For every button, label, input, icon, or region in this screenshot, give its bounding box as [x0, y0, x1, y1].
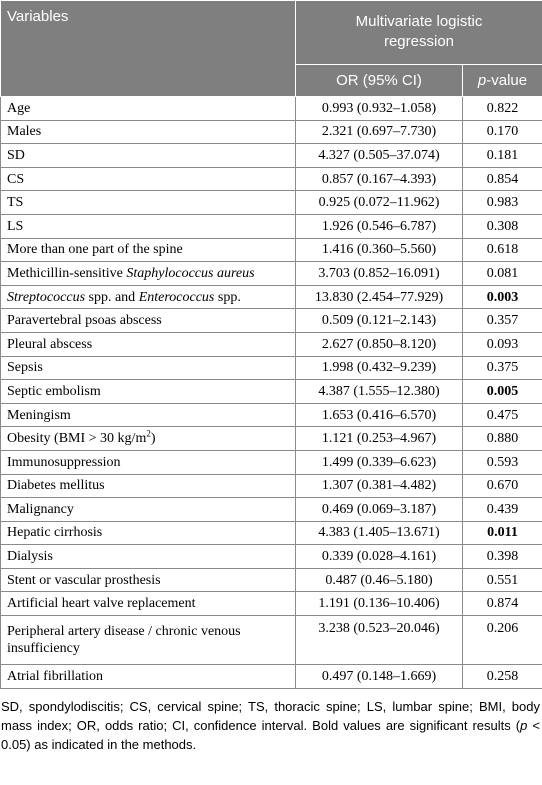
variable-label-part: Atrial fibrillation	[7, 668, 104, 684]
table-footnote	[0, 689, 542, 754]
variable-label-part: Artificial heart valve replacement	[7, 596, 196, 612]
cell-p-value: 0.398	[463, 545, 542, 569]
footnote-text-italic: p	[520, 717, 528, 733]
table-row	[1, 285, 542, 309]
variable-label-part: spp.	[214, 289, 241, 305]
cell-variable	[1, 97, 296, 121]
header-p-rest: -value	[486, 71, 528, 89]
cell-p-value: 0.375	[463, 356, 542, 380]
cell-odds-ratio: 0.469 (0.069–3.187)	[296, 498, 463, 522]
cell-odds-ratio: 1.926 (0.546–6.787)	[296, 214, 463, 238]
cell-odds-ratio: 1.307 (0.381–4.482)	[296, 474, 463, 498]
variable-label-part: spp. and	[85, 289, 139, 305]
table-body	[1, 97, 542, 689]
variable-label-part: Paravertebral psoas abscess	[7, 313, 162, 329]
table-row	[1, 238, 542, 262]
cell-variable	[1, 120, 296, 144]
cell-variable	[1, 380, 296, 404]
cell-odds-ratio: 4.387 (1.555–12.380)	[296, 380, 463, 404]
table-row	[1, 262, 542, 286]
variable-label-part: Hepatic cirrhosis	[7, 525, 103, 541]
variable-label-part: Malignancy	[7, 501, 74, 517]
cell-variable	[1, 474, 296, 498]
variable-label-part: Pleural abscess	[7, 336, 93, 352]
variable-label-part: More than one part of the spine	[7, 242, 183, 258]
cell-variable	[1, 309, 296, 333]
cell-variable	[1, 356, 296, 380]
header-p-italic: p	[477, 71, 487, 89]
table-row	[1, 332, 542, 356]
header-multivariate-line2: regression	[383, 33, 455, 51]
cell-variable	[1, 427, 296, 451]
cell-odds-ratio: 4.327 (0.505–37.074)	[296, 144, 463, 168]
variable-label-part: Males	[7, 124, 42, 140]
cell-p-value: 0.258	[463, 665, 542, 689]
cell-odds-ratio: 0.925 (0.072–11.962)	[296, 191, 463, 215]
table-row	[1, 568, 542, 592]
table-row	[1, 191, 542, 215]
cell-odds-ratio: 1.191 (0.136–10.406)	[296, 592, 463, 616]
table-row	[1, 665, 542, 689]
cell-odds-ratio: 2.321 (0.697–7.730)	[296, 120, 463, 144]
cell-variable	[1, 665, 296, 689]
table-row	[1, 144, 542, 168]
table-row	[1, 616, 542, 665]
header-multivariate	[296, 1, 542, 65]
variable-label-part: Immunosuppression	[7, 454, 121, 470]
cell-variable	[1, 545, 296, 569]
table-row	[1, 427, 542, 451]
cell-odds-ratio: 0.487 (0.46–5.180)	[296, 568, 463, 592]
table-row	[1, 167, 542, 191]
cell-odds-ratio: 1.653 (0.416–6.570)	[296, 403, 463, 427]
cell-p-value: 0.475	[463, 403, 542, 427]
cell-odds-ratio: 3.238 (0.523–20.046)	[296, 616, 463, 665]
variable-label-part: Obesity (BMI > 30 kg/m	[7, 431, 147, 447]
cell-p-value: 0.618	[463, 238, 542, 262]
cell-variable	[1, 262, 296, 286]
cell-variable	[1, 616, 296, 665]
cell-p-value: 0.439	[463, 498, 542, 522]
cell-p-value: 0.308	[463, 214, 542, 238]
cell-odds-ratio: 1.998 (0.432–9.239)	[296, 356, 463, 380]
cell-p-value: 0.357	[463, 309, 542, 333]
cell-variable	[1, 167, 296, 191]
header-variables: Variables	[1, 1, 296, 97]
cell-variable	[1, 403, 296, 427]
header-or: OR (95% CI)	[296, 64, 463, 96]
cell-p-value: 0.011	[463, 521, 542, 545]
cell-p-value: 0.093	[463, 332, 542, 356]
cell-variable	[1, 285, 296, 309]
cell-variable	[1, 238, 296, 262]
cell-p-value: 0.081	[463, 262, 542, 286]
variable-label-part: CS	[7, 171, 25, 187]
cell-odds-ratio: 0.993 (0.932–1.058)	[296, 97, 463, 121]
cell-p-value: 0.003	[463, 285, 542, 309]
variable-label-part: )	[150, 431, 156, 447]
cell-odds-ratio: 0.497 (0.148–1.669)	[296, 665, 463, 689]
table-row	[1, 403, 542, 427]
table-row	[1, 356, 542, 380]
variable-label-part: Staphylococcus aureus	[126, 265, 255, 281]
table-row	[1, 120, 542, 144]
cell-p-value: 0.551	[463, 568, 542, 592]
cell-odds-ratio: 0.857 (0.167–4.393)	[296, 167, 463, 191]
table-row	[1, 592, 542, 616]
header-p-value	[463, 64, 542, 96]
variable-label-part: Diabetes mellitus	[7, 478, 105, 494]
table-row	[1, 498, 542, 522]
variable-label-part: Sepsis	[7, 360, 43, 376]
variable-label-part: Peripheral artery disease / chronic venous insufficiency	[7, 624, 241, 657]
cell-variable	[1, 450, 296, 474]
cell-variable	[1, 191, 296, 215]
cell-odds-ratio: 2.627 (0.850–8.120)	[296, 332, 463, 356]
cell-p-value: 0.005	[463, 380, 542, 404]
cell-variable	[1, 332, 296, 356]
variable-label-part: Dialysis	[7, 549, 53, 565]
variable-label-part: LS	[7, 218, 24, 234]
table-row	[1, 309, 542, 333]
cell-odds-ratio: 1.499 (0.339–6.623)	[296, 450, 463, 474]
table-row	[1, 97, 542, 121]
variable-label-part: Enterococcus	[138, 289, 215, 305]
variable-label-part: Meningism	[7, 407, 71, 423]
table-row	[1, 380, 542, 404]
table-row	[1, 474, 542, 498]
cell-p-value: 0.593	[463, 450, 542, 474]
cell-p-value: 0.880	[463, 427, 542, 451]
variable-label-part: Methicillin-sensitive	[7, 265, 127, 281]
variable-label-part: 2	[146, 428, 151, 439]
cell-p-value: 0.822	[463, 97, 542, 121]
variable-label-part: Streptococcus	[7, 289, 86, 305]
cell-p-value: 0.170	[463, 120, 542, 144]
cell-odds-ratio: 3.703 (0.852–16.091)	[296, 262, 463, 286]
table-row	[1, 214, 542, 238]
cell-variable	[1, 521, 296, 545]
variable-label-part: Age	[7, 100, 31, 116]
cell-odds-ratio: 1.121 (0.253–4.967)	[296, 427, 463, 451]
cell-p-value: 0.854	[463, 167, 542, 191]
footnote-text-pre: SD, spondylodiscitis; CS, cervical spine; TS, thoracic spine; LS, lumbar spine; BMI, body mass index; OR, odds ratio; CI, confidence interval. Bold values are significant results (	[1, 698, 540, 733]
cell-variable	[1, 568, 296, 592]
cell-odds-ratio: 1.416 (0.360–5.560)	[296, 238, 463, 262]
cell-variable	[1, 214, 296, 238]
cell-p-value: 0.874	[463, 592, 542, 616]
table-header	[1, 1, 542, 97]
variable-label-part: Stent or vascular prosthesis	[7, 572, 161, 588]
footnote-text-post: < 0.05) as indicated in the methods.	[1, 717, 540, 752]
cell-variable	[1, 592, 296, 616]
cell-variable	[1, 144, 296, 168]
cell-variable	[1, 498, 296, 522]
cell-p-value: 0.670	[463, 474, 542, 498]
table-row	[1, 450, 542, 474]
cell-p-value: 0.206	[463, 616, 542, 665]
cell-odds-ratio: 4.383 (1.405–13.671)	[296, 521, 463, 545]
cell-odds-ratio: 13.830 (2.454–77.929)	[296, 285, 463, 309]
header-multivariate-line1: Multivariate logistic	[355, 13, 483, 31]
cell-odds-ratio: 0.509 (0.121–2.143)	[296, 309, 463, 333]
cell-p-value: 0.983	[463, 191, 542, 215]
variable-label-part: TS	[7, 195, 24, 211]
variable-label-part: Septic embolism	[7, 383, 101, 399]
cell-p-value: 0.181	[463, 144, 542, 168]
variable-label-part: SD	[7, 147, 25, 163]
table-row	[1, 521, 542, 545]
table-row	[1, 545, 542, 569]
cell-odds-ratio: 0.339 (0.028–4.161)	[296, 545, 463, 569]
